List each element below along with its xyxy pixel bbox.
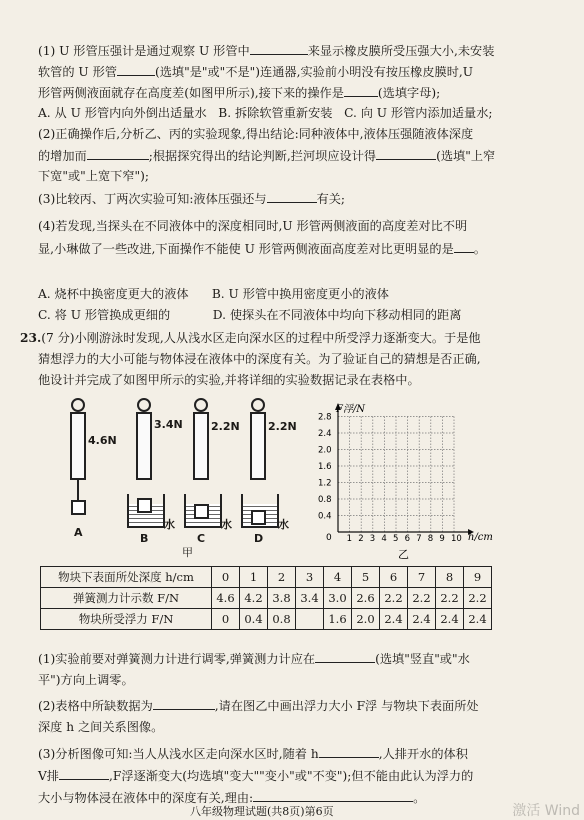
label-d: D: [254, 532, 264, 545]
x-axis-label: h/cm: [468, 532, 493, 543]
x-tick-label: 2: [358, 534, 364, 544]
hook-ring-icon: [194, 398, 208, 412]
hook-ring-icon: [71, 398, 85, 412]
q23-sub2-line1: (2)表格中所缺数据为 ,请在图乙中画出浮力大小 F浮 与物块下表面所处: [38, 695, 550, 716]
table-cell: 2.2: [464, 588, 492, 609]
hook-wire: [77, 480, 79, 500]
grid-lines: [338, 417, 454, 533]
answer-blank[interactable]: [454, 238, 474, 253]
table-row: [41, 588, 492, 609]
q23-sub3-line3: 大小与物体浸在液体中的深度有关,理由: 。: [38, 787, 550, 808]
table-cell: 4.2: [240, 588, 268, 609]
q23-line-3: 他设计并完成了如图甲所示的实验,并将详细的实验数据记录在表格中。: [38, 373, 420, 387]
metal-block-d: [251, 510, 266, 525]
table-row: [41, 609, 492, 630]
table-cell: 0: [212, 567, 240, 588]
answer-blank[interactable]: [267, 188, 317, 203]
answer-blank[interactable]: [376, 145, 436, 160]
water-label-c: 水: [221, 518, 232, 531]
q22-line-10: 显,小琳做了一些改进,下面操作不能使 U 形管两侧液面高度差对比更明显的是 。: [38, 238, 550, 259]
x-tick-label: 6: [404, 534, 411, 544]
row-header: 弹簧测力计示数 F/N: [41, 588, 212, 609]
q22-line-1: (1) U 形管压强计是通过观察 U 形管中 来显示橡皮膜所受压强大小,未安装: [38, 40, 550, 61]
q23-line-2: 猜想浮力的大小可能与物体浸在液体中的深度有关。为了验证自己的猜想是否正确,: [38, 352, 481, 366]
y-tick-label: 2.4: [318, 429, 332, 439]
table-cell: 0: [212, 609, 240, 630]
spring-scale-b: [136, 412, 152, 480]
x-tick-label: 8: [427, 534, 434, 544]
y-tick-labels: [318, 413, 332, 522]
q23-sub3-line1: (3)分析图像可知:当人从浅水区走向深水区时,随着 h ,人排开水的体积: [38, 743, 550, 764]
table-cell: 9: [464, 567, 492, 588]
y-tick-label: 2.0: [318, 445, 332, 456]
answer-blank[interactable]: [315, 648, 375, 663]
answer-blank[interactable]: [344, 82, 378, 97]
label-a: A: [74, 526, 83, 539]
q22-line-8: (3)比较丙、丁两次实验可知:液体压强还与 有关;: [38, 188, 550, 209]
x-tick-label: 7: [416, 534, 422, 544]
table-cell: 4.6: [212, 588, 240, 609]
figure-jia-caption: 甲: [182, 546, 193, 559]
table-cell: 2: [268, 567, 296, 588]
x-tick-label: 1: [346, 534, 353, 544]
table-cell: 2.0: [352, 609, 380, 630]
q23-sub1-line1: (1)实验前要对弹簧测力计进行调零,弹簧测力计应在 (选填"竖直"或"水: [38, 648, 550, 669]
table-cell: 2.2: [436, 588, 464, 609]
missing-value-cell[interactable]: [296, 609, 324, 630]
q23-sub3-line2: V排 ,F浮逐渐变大(均选填"变大""变小"或"不变");但不能由此认为浮力的: [38, 765, 550, 786]
data-table: [40, 566, 492, 630]
scale-a-reading: 4.6N: [88, 434, 117, 447]
q22-line-3: 形管两侧液面就存在高度差(如图甲所示),接下来的操作是 (选填字母);: [38, 82, 550, 103]
y-tick-label: 2.8: [318, 412, 332, 423]
y-tick-label: 1.2: [318, 478, 332, 489]
answer-blank[interactable]: [153, 695, 215, 710]
spring-scale-c: [193, 412, 209, 480]
y-tick-label: 0.8: [318, 495, 332, 505]
row-header: 物块所受浮力 F/N: [41, 609, 212, 630]
q22-line-9: (4)若发现,当探头在不同液体中的深度相同时,U 形管两侧液面的高度差对比不明: [38, 219, 468, 233]
table-cell: 3.4: [296, 588, 324, 609]
answer-blank[interactable]: [253, 787, 413, 802]
q22-options-c-d: C. 将 U 形管换成更细的 D. 使探头在不同液体中均向下移动相同的距离: [38, 308, 462, 322]
y-tick-label: 0.4: [318, 511, 332, 522]
q23-line-1: 23.(7 分)小刚游泳时发现,人从浅水区走向深水区的过程中所受浮力逐渐变大。于是他: [20, 331, 481, 345]
table-cell: 0.4: [240, 609, 268, 630]
table-cell: 3.0: [324, 588, 352, 609]
table-cell: 1.6: [324, 609, 352, 630]
metal-block-b: [137, 498, 152, 513]
q23-sub1-line2: 平")方向上调零。: [38, 673, 134, 687]
q22-options-1: A. 从 U 形管内向外倒出适量水 B. 拆除软管重新安装 C. 向 U 形管内添加适量水;: [38, 106, 493, 120]
y-tick-label: 1.6: [318, 462, 332, 472]
table-cell: 6: [380, 567, 408, 588]
table-cell: 2.4: [464, 609, 492, 630]
answer-blank[interactable]: [319, 743, 379, 758]
table-cell: 4: [324, 567, 352, 588]
table-cell: 7: [408, 567, 436, 588]
table-cell: 2.4: [436, 609, 464, 630]
q22-line-7: 下宽"或"上宽下窄");: [38, 169, 149, 183]
table-cell: 2.2: [408, 588, 436, 609]
table-cell: 8: [436, 567, 464, 588]
x-tick-label: 3: [369, 534, 376, 544]
answer-blank[interactable]: [87, 145, 149, 160]
table-row: [41, 567, 492, 588]
table-cell: 5: [352, 567, 380, 588]
page-footer: 八年级物理试题(共8页)第6页: [190, 805, 334, 818]
figure-yi-grid[interactable]: [318, 400, 508, 562]
y-axis-label: F浮/N: [336, 404, 366, 415]
label-b: B: [140, 532, 149, 545]
answer-blank[interactable]: [59, 765, 109, 780]
x-tick-label: 10: [451, 534, 462, 544]
q22-line-2: 软管的 U 形管 (选填"是"或"不是")连通器,实验前小明没有按压橡皮膜时,U: [38, 61, 550, 82]
table-cell: 1: [240, 567, 268, 588]
answer-blank[interactable]: [117, 61, 155, 76]
hook-ring-icon: [137, 398, 151, 412]
answer-blank[interactable]: [250, 40, 308, 55]
watermark: 激活 Wind: [512, 803, 580, 819]
scale-b-reading: 3.4N: [154, 418, 183, 431]
table-cell: 2.4: [408, 609, 436, 630]
q22-line-5: (2)正确操作后,分析乙、丙的实验现象,得出结论:同种液体中,液体压强随液体深度: [38, 127, 474, 141]
row-header: 物块下表面所处深度 h/cm: [41, 567, 212, 588]
q22-line-6: 的增加而 ;根据探究得出的结论判断,拦河坝应设计得 (选填"上窄: [38, 145, 550, 166]
table-cell: 3: [296, 567, 324, 588]
water-label-b: 水: [164, 518, 175, 531]
figure-yi-caption: 乙: [398, 548, 409, 561]
metal-block-a: [71, 500, 86, 515]
origin-label: 0: [326, 533, 332, 543]
scale-d-reading: 2.2N: [268, 420, 297, 433]
table-cell: 2.6: [352, 588, 380, 609]
water-label-d: 水: [278, 518, 289, 531]
table-cell: 2.2: [380, 588, 408, 609]
spring-scale-d: [250, 412, 266, 480]
table-cell: 3.8: [268, 588, 296, 609]
spring-scale-a: [70, 412, 86, 480]
table-cell: 2.4: [380, 609, 408, 630]
x-tick-label: 5: [393, 534, 399, 544]
q22-options-a-b: A. 烧杯中换密度更大的液体 B. U 形管中换用密度更小的液体: [38, 287, 389, 301]
metal-block-c: [194, 504, 209, 519]
figure-jia: [70, 398, 310, 559]
q23-sub2-line2: 深度 h 之间关系图像。: [38, 720, 164, 734]
hook-ring-icon: [251, 398, 265, 412]
scale-c-reading: 2.2N: [211, 420, 240, 433]
x-tick-labels: [347, 534, 462, 544]
label-c: C: [197, 532, 206, 545]
x-tick-label: 9: [439, 534, 445, 544]
table-cell: 0.8: [268, 609, 296, 630]
x-tick-label: 4: [381, 534, 387, 544]
